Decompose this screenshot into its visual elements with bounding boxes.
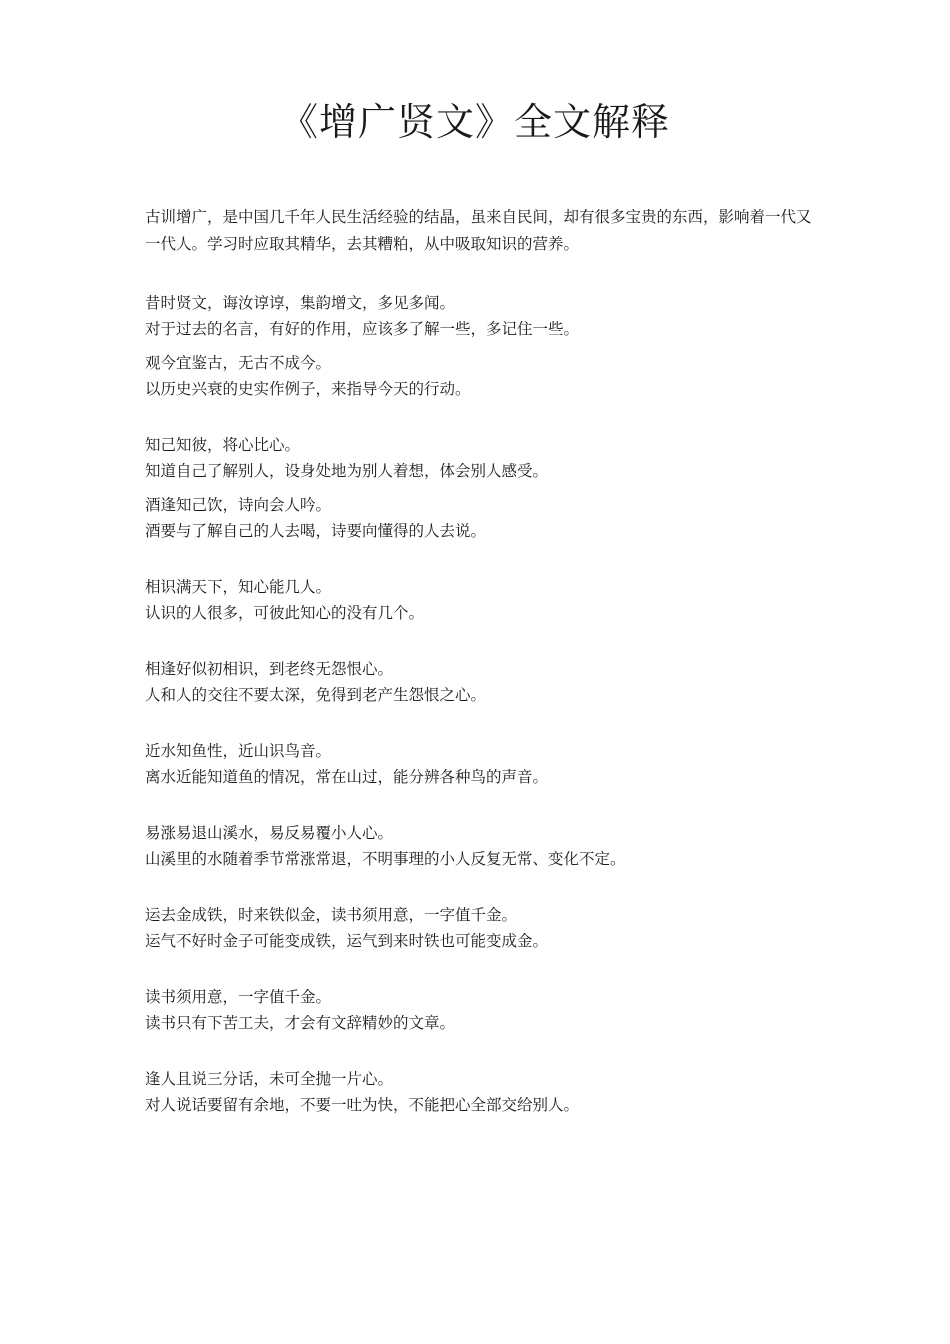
entries-list: [145, 290, 815, 1148]
proverb-text: 读书须用意，一字值千金。: [145, 988, 332, 1006]
proverb-explanation: 以历史兴衰的史实作例子，来指导今天的行动。: [145, 380, 471, 398]
entry-group: [145, 656, 815, 708]
entry-group: [145, 738, 815, 790]
proverb-explanation: 运气不好时金子可能变成铁，运气到来时铁也可能变成金。: [145, 932, 549, 950]
proverb-explanation: 读书只有下苦工夫，才会有文辞精妙的文章。: [145, 1014, 456, 1032]
proverb-entry: [145, 902, 815, 954]
proverb-explanation: 对人说话要留有余地，不要一吐为快，不能把心全部交给别人。: [145, 1096, 580, 1114]
proverb-explanation: 离水近能知道鱼的情况，常在山过，能分辨各种鸟的声音。: [145, 768, 549, 786]
proverb-entry: [145, 290, 815, 342]
proverb-text: 易涨易退山溪水，易反易覆小人心。: [145, 824, 394, 842]
proverb-explanation: 认识的人很多，可彼此知心的没有几个。: [145, 604, 425, 622]
entry-group: [145, 820, 815, 872]
proverb-explanation: 山溪里的水随着季节常涨常退，不明事理的小人反复无常、变化不定。: [145, 850, 626, 868]
proverb-entry: [145, 1066, 815, 1118]
proverb-text: 相逢好似初相识，到老终无怨恨心。: [145, 660, 394, 678]
proverb-text: 酒逢知己饮，诗向会人吟。: [145, 496, 332, 514]
proverb-text: 近水知鱼性，近山识鸟音。: [145, 742, 332, 760]
proverb-text: 知己知彼，将心比心。: [145, 436, 301, 454]
document-title: 《增广贤文》全文解释: [279, 100, 670, 144]
proverb-entry: [145, 432, 815, 484]
proverb-explanation: 人和人的交往不要太深，免得到老产生怨恨之心。: [145, 686, 487, 704]
proverb-entry: [145, 492, 815, 544]
proverb-text: 昔时贤文，诲汝谆谆，集韵增文，多见多闻。: [145, 294, 456, 312]
proverb-explanation: 知道自己了解别人，设身处地为别人着想，体会别人感受。: [145, 462, 549, 480]
entry-group: [145, 290, 815, 402]
proverb-entry: [145, 350, 815, 402]
proverb-entry: [145, 738, 815, 790]
entry-group: [145, 432, 815, 544]
proverb-entry: [145, 984, 815, 1036]
entry-group: [145, 984, 815, 1036]
entry-group: [145, 902, 815, 954]
proverb-text: 逢人且说三分话，未可全抛一片心。: [145, 1070, 394, 1088]
proverb-entry: [145, 820, 815, 872]
proverb-entry: [145, 656, 815, 708]
entry-group: [145, 1066, 815, 1118]
proverb-explanation: 对于过去的名言，有好的作用，应该多了解一些，多记住一些。: [145, 320, 580, 338]
proverb-text: 相识满天下，知心能几人。: [145, 578, 332, 596]
proverb-entry: [145, 574, 815, 626]
proverb-explanation: 酒要与了解自己的人去喝，诗要向懂得的人去说。: [145, 522, 487, 540]
intro-paragraph: 古训增广，是中国几千年人民生活经验的结晶，虽来自民间，却有很多宝贵的东西，影响着一代又一代人。学习时应取其精华，去其糟粕，从中吸取知识的营养。: [145, 208, 812, 253]
proverb-text: 运去金成铁，时来铁似金，读书须用意，一字值千金。: [145, 906, 518, 924]
entry-group: [145, 574, 815, 626]
proverb-text: 观今宜鉴古，无古不成今。: [145, 354, 332, 372]
